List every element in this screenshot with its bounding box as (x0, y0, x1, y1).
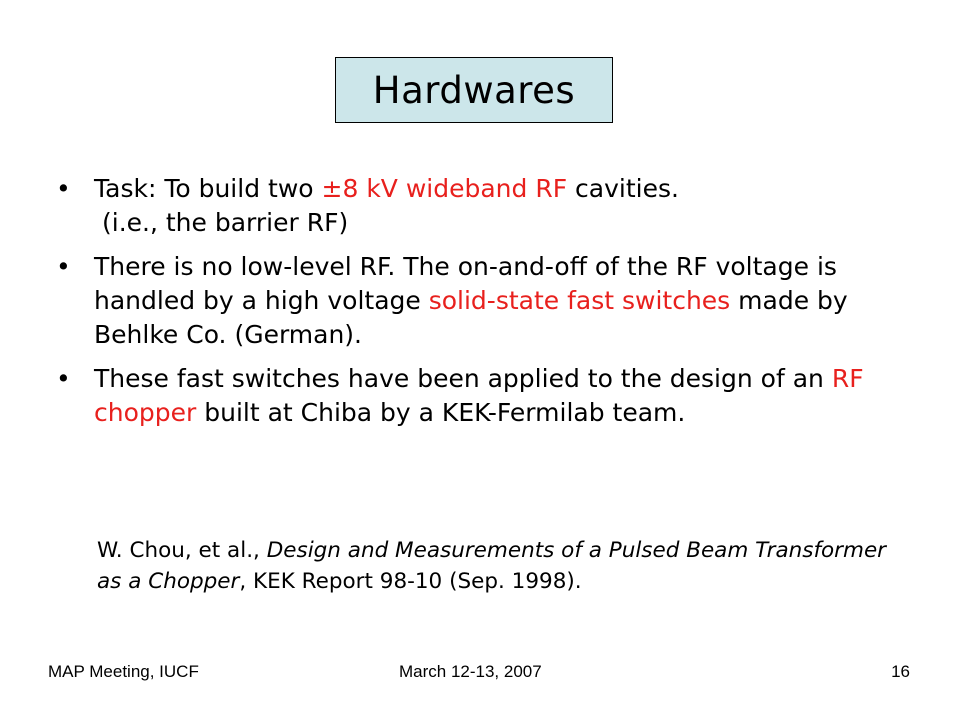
citation-authors: W. Chou, et al., (97, 538, 267, 563)
bullet-item-low-level-rf (56, 250, 936, 352)
bullet-item-fast-switches (56, 362, 936, 430)
slide-title-box (335, 57, 613, 123)
bullet-text: made by Behlke Co. (German). (94, 286, 848, 349)
bullet-dot-icon: • (56, 252, 71, 281)
citation-details: , KEK Report 98-10 (Sep. 1998). (239, 569, 582, 594)
bullet-text: built at Chiba by a KEK-Fermilab team. (196, 398, 686, 427)
bullet-dot-icon: • (56, 174, 71, 203)
bullet-highlight: RF chopper (94, 364, 864, 427)
slide-title: Hardwares (372, 68, 576, 112)
bullet-text: cavities. (567, 174, 679, 203)
footer-date: March 12-13, 2007 (399, 662, 542, 681)
reference-citation (97, 535, 917, 597)
bullet-highlight: ±8 kV wideband RF (321, 174, 568, 203)
footer-event: MAP Meeting, IUCF (48, 662, 199, 681)
bullet-text: These fast switches have been applied to the design of an (94, 364, 832, 393)
footer-page-number: 16 (891, 662, 910, 681)
bullet-list (56, 172, 936, 440)
bullet-text: There is no low-level RF. The on-and-off of the RF voltage is handled by a high voltage (94, 252, 837, 315)
bullet-text: Task: To build two (94, 174, 322, 203)
bullet-dot-icon: • (56, 364, 71, 393)
bullet-subline: (i.e., the barrier RF) (102, 208, 349, 237)
citation-title: Design and Measurements of a Pulsed Beam Transformer as a Chopper (97, 538, 887, 594)
bullet-item-task (56, 172, 936, 240)
bullet-highlight: solid-state fast switches (428, 286, 731, 315)
